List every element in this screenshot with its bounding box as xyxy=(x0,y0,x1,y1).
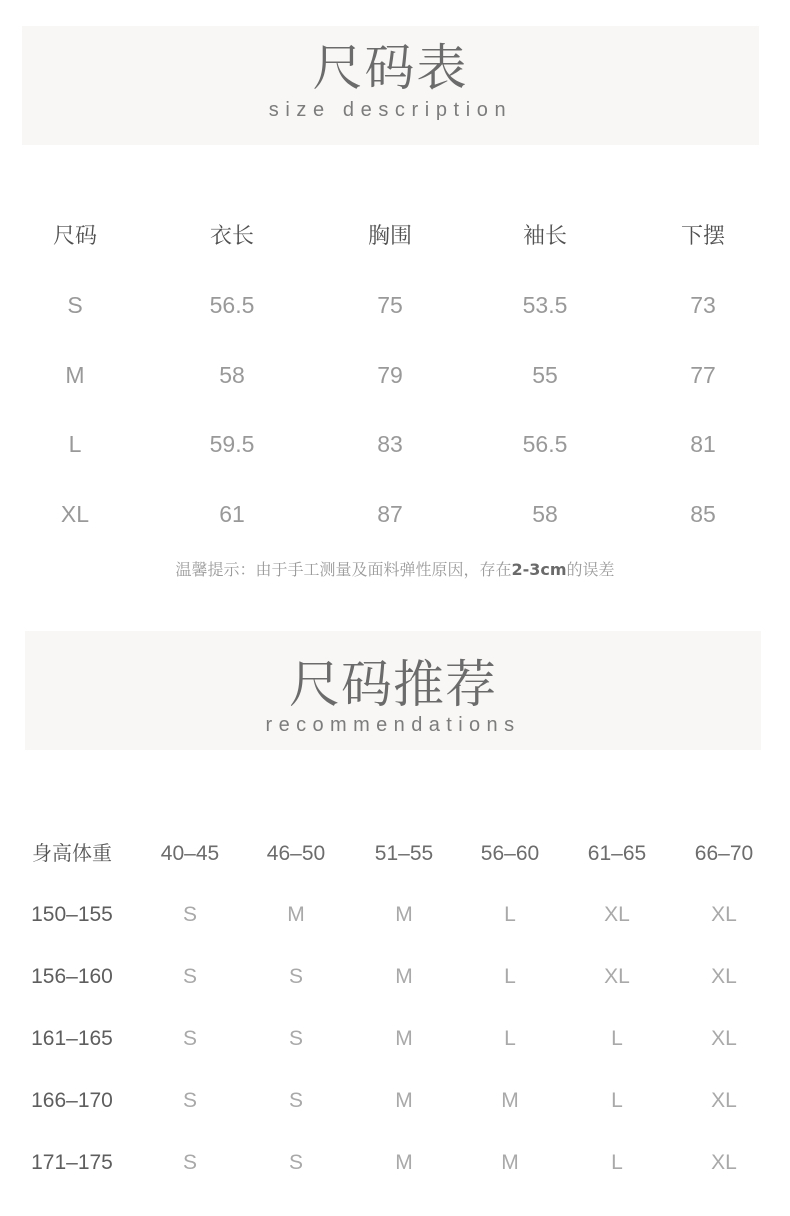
weight-range-header: 40–45 xyxy=(160,842,220,865)
height-range-label: 161–165 xyxy=(31,1027,113,1050)
size-label: XL xyxy=(60,501,90,527)
size-label: S xyxy=(67,292,83,318)
size-table-header: 衣长 xyxy=(209,224,254,249)
recommendations-banner xyxy=(25,631,761,750)
size-table-cell: 79 xyxy=(377,362,403,388)
size-table-cell: 61 xyxy=(219,501,245,527)
size-chart-title: 尺码表 xyxy=(312,39,469,97)
recommended-size-cell: L xyxy=(504,1027,516,1050)
height-weight-header: 身高体重 xyxy=(32,841,112,865)
recommended-size-cell: L xyxy=(611,1027,623,1050)
weight-range-header: 61–65 xyxy=(587,842,647,865)
recommended-size-cell: S xyxy=(182,1027,197,1050)
recommended-size-cell: XL xyxy=(711,1151,737,1174)
size-label: M xyxy=(65,362,85,388)
weight-range-header: 51–55 xyxy=(374,842,434,865)
size-recommend-subtitle: recommendations xyxy=(265,714,521,736)
size-table-cell: 77 xyxy=(690,362,716,388)
size-table-cell: 85 xyxy=(690,501,716,527)
recommended-size-cell: L xyxy=(611,1089,623,1112)
size-table-header: 尺码 xyxy=(52,224,97,249)
size-description-banner xyxy=(22,26,759,145)
recommended-size-cell: XL xyxy=(711,965,737,988)
recommended-size-cell: L xyxy=(611,1151,623,1174)
height-range-label: 150–155 xyxy=(31,903,113,926)
recommended-size-cell: XL xyxy=(711,903,737,926)
size-table-header: 袖长 xyxy=(522,224,567,249)
recommended-size-cell: S xyxy=(288,1027,303,1050)
size-table-cell: 73 xyxy=(690,292,716,318)
size-table-cell: 75 xyxy=(377,292,403,318)
size-table-cell: 56.5 xyxy=(522,431,568,457)
recommended-size-cell: M xyxy=(501,1151,519,1174)
recommended-size-cell: M xyxy=(395,903,413,926)
recommended-size-cell: L xyxy=(504,965,516,988)
recommended-size-cell: M xyxy=(501,1089,519,1112)
recommended-size-cell: XL xyxy=(604,965,630,988)
recommended-size-cell: XL xyxy=(711,1089,737,1112)
height-range-label: 156–160 xyxy=(31,965,113,988)
recommended-size-cell: S xyxy=(288,1151,303,1174)
size-recommend-title: 尺码推荐 xyxy=(288,656,497,715)
note-suffix: 的误差 xyxy=(566,560,615,579)
size-table-cell: 58 xyxy=(219,362,245,388)
size-label: L xyxy=(68,431,82,457)
recommended-size-cell: S xyxy=(182,1151,197,1174)
recommended-size-cell: S xyxy=(182,1089,197,1112)
size-table-cell: 87 xyxy=(377,501,403,527)
weight-range-header: 46–50 xyxy=(266,842,326,865)
note-tolerance: 2-3cm xyxy=(511,560,567,579)
recommended-size-cell: M xyxy=(287,903,305,926)
size-table-cell: 83 xyxy=(377,431,403,457)
recommended-size-cell: S xyxy=(182,965,197,988)
size-table-cell: 55 xyxy=(532,362,558,388)
weight-range-header: 56–60 xyxy=(480,842,540,865)
recommended-size-cell: M xyxy=(395,1089,413,1112)
size-table-cell: 81 xyxy=(690,431,716,457)
measurement-note xyxy=(0,562,790,578)
recommended-size-cell: XL xyxy=(604,903,630,926)
size-table-header: 下摆 xyxy=(680,224,725,249)
note-prefix: 温馨提示：由于手工测量及面料弹性原因，存在 xyxy=(175,560,512,579)
size-chart-subtitle: size description xyxy=(268,99,513,121)
size-table-cell: 53.5 xyxy=(522,292,568,318)
recommended-size-cell: S xyxy=(288,965,303,988)
recommended-size-cell: XL xyxy=(711,1027,737,1050)
size-table-cell: 58 xyxy=(532,501,558,527)
height-range-label: 171–175 xyxy=(31,1151,113,1174)
recommended-size-cell: M xyxy=(395,1027,413,1050)
weight-range-header: 66–70 xyxy=(694,842,754,865)
height-range-label: 166–170 xyxy=(31,1089,113,1112)
recommended-size-cell: S xyxy=(288,1089,303,1112)
recommended-size-cell: S xyxy=(182,903,197,926)
recommended-size-cell: M xyxy=(395,965,413,988)
size-table-cell: 56.5 xyxy=(209,292,255,318)
recommended-size-cell: M xyxy=(395,1151,413,1174)
size-table-cell: 59.5 xyxy=(209,431,255,457)
recommended-size-cell: L xyxy=(504,903,516,926)
size-table-header: 胸围 xyxy=(367,224,412,249)
